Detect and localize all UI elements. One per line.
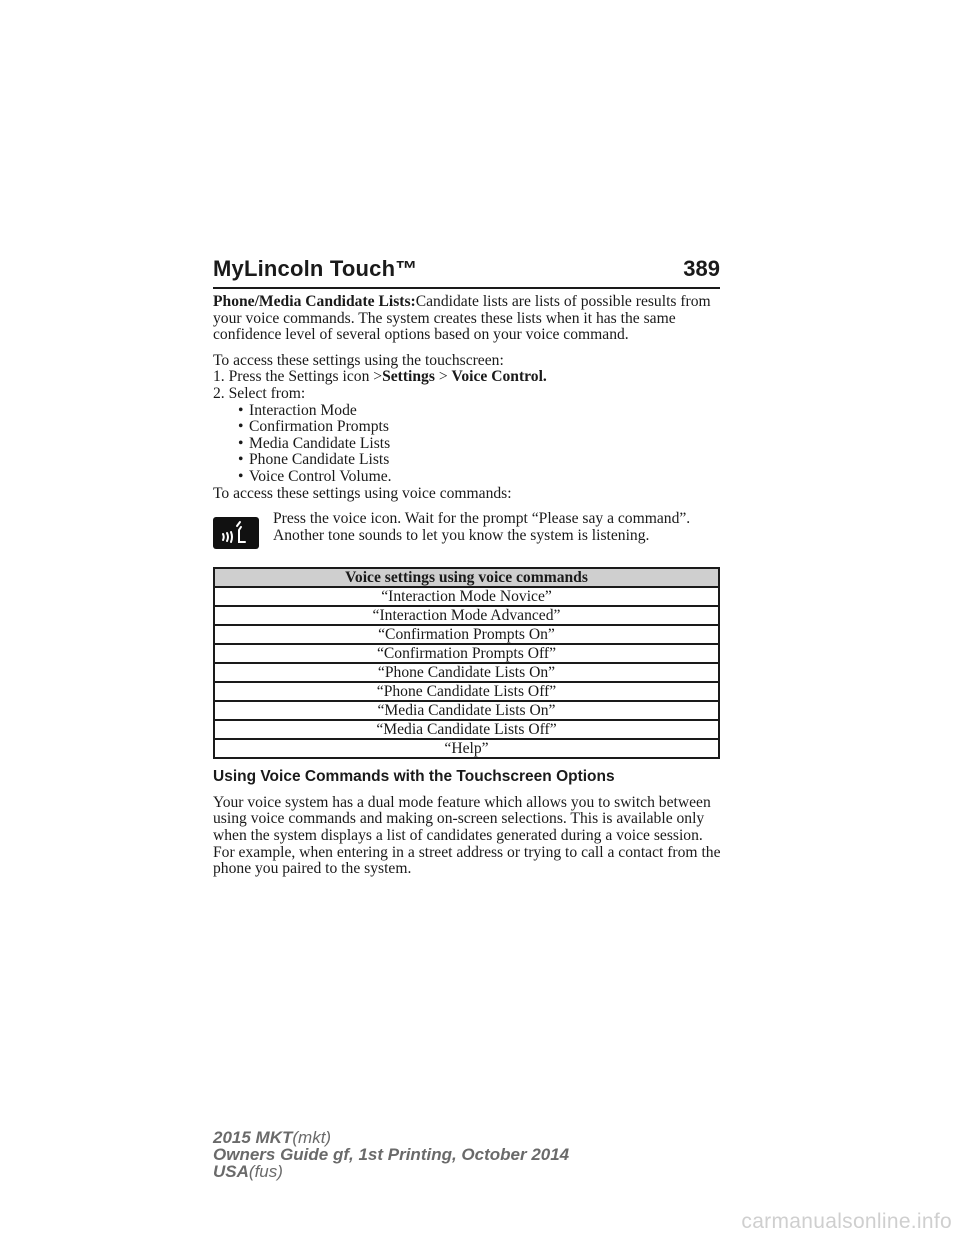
table-row [214,720,719,739]
footer-region-line [213,1163,569,1180]
page-number: 389 [683,256,720,281]
intro-term: Phone/Media Candidate Lists: [213,293,416,310]
table-row [214,739,719,758]
table-row [214,644,719,663]
section-heading: Using Voice Commands with the Touchscreen Options [213,768,615,786]
voice-heading: To access these settings using voice commands: [213,484,512,502]
section-body: Your voice system has a dual mode feature which allows you to switch between using voice commands and making on-screen selections. This is available only when the system displays a list of candidates generated during a voice session. For example, when entering in a street address or trying to call a contact from the phone you paired to the system. [213,793,721,878]
table-row [214,663,719,682]
table-cell: “Phone Candidate Lists Off” [214,682,719,701]
options-list [213,403,723,486]
table-row [214,682,719,701]
table-row [214,587,719,606]
step-2: 2. Select from: [213,384,306,402]
list-item: • Phone Candidate Lists [238,452,723,469]
step-1-text: 1. Press the Settings icon > [213,368,383,386]
voice-instruction: Press the voice icon. Wait for the prompt “Please say a command”. Another tone sounds to let you know the system is listening. [273,510,691,544]
footer-region-code: (fus) [248,1162,283,1181]
table-cell: “Interaction Mode Advanced” [214,606,719,625]
page-content [213,294,723,878]
table-row [214,625,719,644]
intro-text: Candidate lists are lists of possible results from your voice commands. The system creates these lists when it has the same confidence level of several options based on your voice command. [213,293,711,344]
table-row [214,606,719,625]
table-cell: “Help” [214,739,719,758]
step-1-voice-control: Voice Control. [451,368,547,386]
footer-guide-line [213,1146,569,1163]
page-header [213,256,720,288]
footer-model-code: (mkt) [292,1128,332,1147]
watermark: carmanualsonline.info [741,1210,952,1233]
voice-instruction-row [213,511,723,561]
table-cell: “Confirmation Prompts On” [214,625,719,644]
page-title: MyLincoln Touch™ [213,256,418,281]
step-1 [213,369,723,386]
footer-model: 2015 MKT [213,1128,293,1147]
list-item: • Voice Control Volume. [238,469,723,486]
list-item: • Confirmation Prompts [238,419,723,436]
footer-region: USA [213,1162,249,1181]
footer-model-line [213,1129,569,1146]
table-cell: “Confirmation Prompts Off” [214,644,719,663]
list-item: • Interaction Mode [238,403,723,420]
voice-commands-table [213,567,720,759]
table-cell: “Media Candidate Lists Off” [214,720,719,739]
table-row [214,701,719,720]
step-1-settings: Settings [382,368,435,386]
table-cell: “Interaction Mode Novice” [214,587,719,606]
voice-command-icon [213,517,259,549]
footer-guide: Owners Guide gf, 1st Printing, October 2014 [213,1145,570,1164]
header-divider [213,287,720,289]
touchscreen-heading: To access these settings using the touchscreen: [213,351,504,369]
step-1-sep: > [438,368,448,386]
list-item: • Media Candidate Lists [238,436,723,453]
table-cell: “Media Candidate Lists On” [214,701,719,720]
table-header: Voice settings using voice commands [214,568,719,587]
page-footer [213,1129,569,1180]
intro-paragraph [213,294,723,344]
table-cell: “Phone Candidate Lists On” [214,663,719,682]
